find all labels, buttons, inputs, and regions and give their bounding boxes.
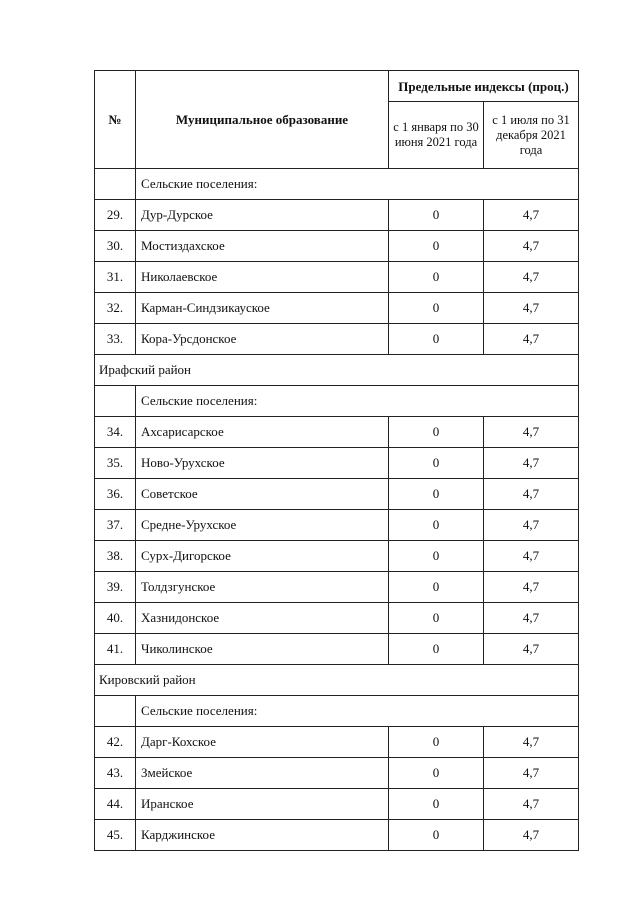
row-number: 37.: [95, 510, 136, 541]
row-number: 36.: [95, 479, 136, 510]
table-row: [95, 572, 579, 603]
table-row: [95, 758, 579, 789]
municipality-name: Сурх-Дигорское: [136, 541, 389, 572]
index-period-2: 4,7: [484, 603, 579, 634]
table-row: [95, 727, 579, 758]
index-period-2: 4,7: [484, 231, 579, 262]
column-header-indices: Предельные индексы (проц.): [389, 71, 579, 102]
table-row: [95, 293, 579, 324]
district-row: [95, 355, 579, 386]
row-number: 39.: [95, 572, 136, 603]
empty-cell: [95, 386, 136, 417]
index-period-1: 0: [389, 479, 484, 510]
index-period-1: 0: [389, 820, 484, 851]
municipality-name: Средне-Урухское: [136, 510, 389, 541]
section-label: Сельские поселения:: [136, 169, 579, 200]
row-number: 33.: [95, 324, 136, 355]
municipality-name: Карджинское: [136, 820, 389, 851]
column-header-municipality: Муниципальное образование: [136, 71, 389, 169]
section-row: [95, 169, 579, 200]
municipality-name: Змейское: [136, 758, 389, 789]
index-period-2: 4,7: [484, 541, 579, 572]
municipality-name: Карман-Синдзикауское: [136, 293, 389, 324]
row-number: 42.: [95, 727, 136, 758]
row-number: 35.: [95, 448, 136, 479]
index-period-1: 0: [389, 572, 484, 603]
row-number: 29.: [95, 200, 136, 231]
index-period-2: 4,7: [484, 758, 579, 789]
row-number: 43.: [95, 758, 136, 789]
table-row: [95, 820, 579, 851]
table-row: [95, 200, 579, 231]
municipality-name: Дур-Дурское: [136, 200, 389, 231]
index-period-2: 4,7: [484, 448, 579, 479]
section-label: Сельские поселения:: [136, 696, 579, 727]
table-row: [95, 634, 579, 665]
column-header-period-2: с 1 июля по 31 декабря 2021 года: [484, 102, 579, 169]
index-period-1: 0: [389, 231, 484, 262]
index-period-1: 0: [389, 262, 484, 293]
row-number: 31.: [95, 262, 136, 293]
index-period-2: 4,7: [484, 510, 579, 541]
index-period-1: 0: [389, 448, 484, 479]
table-row: [95, 262, 579, 293]
empty-cell: [95, 696, 136, 727]
table-body: [95, 169, 579, 851]
table-row: [95, 417, 579, 448]
row-number: 45.: [95, 820, 136, 851]
municipality-name: Кора-Урсдонское: [136, 324, 389, 355]
index-period-1: 0: [389, 541, 484, 572]
table-row: [95, 541, 579, 572]
index-period-2: 4,7: [484, 479, 579, 510]
table-row: [95, 510, 579, 541]
index-period-1: 0: [389, 417, 484, 448]
index-period-1: 0: [389, 293, 484, 324]
section-row: [95, 696, 579, 727]
row-number: 44.: [95, 789, 136, 820]
index-period-1: 0: [389, 603, 484, 634]
row-number: 40.: [95, 603, 136, 634]
municipality-name: Иранское: [136, 789, 389, 820]
index-period-2: 4,7: [484, 820, 579, 851]
table-row: [95, 448, 579, 479]
district-label: Ирафский район: [95, 355, 579, 386]
index-period-2: 4,7: [484, 324, 579, 355]
tariff-index-table: [94, 70, 579, 851]
index-period-2: 4,7: [484, 293, 579, 324]
column-header-period-1: с 1 января по 30 июня 2021 года: [389, 102, 484, 169]
index-period-2: 4,7: [484, 417, 579, 448]
index-period-2: 4,7: [484, 789, 579, 820]
table-row: [95, 324, 579, 355]
municipality-name: Николаевское: [136, 262, 389, 293]
section-row: [95, 386, 579, 417]
index-period-2: 4,7: [484, 634, 579, 665]
table-row: [95, 479, 579, 510]
empty-cell: [95, 169, 136, 200]
table-row: [95, 231, 579, 262]
index-period-2: 4,7: [484, 727, 579, 758]
row-number: 30.: [95, 231, 136, 262]
municipality-name: Советское: [136, 479, 389, 510]
index-period-1: 0: [389, 758, 484, 789]
row-number: 41.: [95, 634, 136, 665]
column-header-number: №: [95, 71, 136, 169]
district-label: Кировский район: [95, 665, 579, 696]
index-period-2: 4,7: [484, 262, 579, 293]
municipality-name: Чиколинское: [136, 634, 389, 665]
table-row: [95, 789, 579, 820]
index-period-1: 0: [389, 510, 484, 541]
municipality-name: Ахсарисарское: [136, 417, 389, 448]
table-row: [95, 603, 579, 634]
municipality-name: Ново-Урухское: [136, 448, 389, 479]
municipality-name: Хазнидонское: [136, 603, 389, 634]
row-number: 34.: [95, 417, 136, 448]
row-number: 38.: [95, 541, 136, 572]
index-period-1: 0: [389, 727, 484, 758]
municipality-name: Толдзгунское: [136, 572, 389, 603]
section-label: Сельские поселения:: [136, 386, 579, 417]
index-period-1: 0: [389, 789, 484, 820]
index-period-2: 4,7: [484, 200, 579, 231]
index-period-1: 0: [389, 200, 484, 231]
municipality-name: Мостиздахское: [136, 231, 389, 262]
index-period-2: 4,7: [484, 572, 579, 603]
municipality-name: Дарг-Кохское: [136, 727, 389, 758]
district-row: [95, 665, 579, 696]
index-period-1: 0: [389, 324, 484, 355]
index-period-1: 0: [389, 634, 484, 665]
row-number: 32.: [95, 293, 136, 324]
